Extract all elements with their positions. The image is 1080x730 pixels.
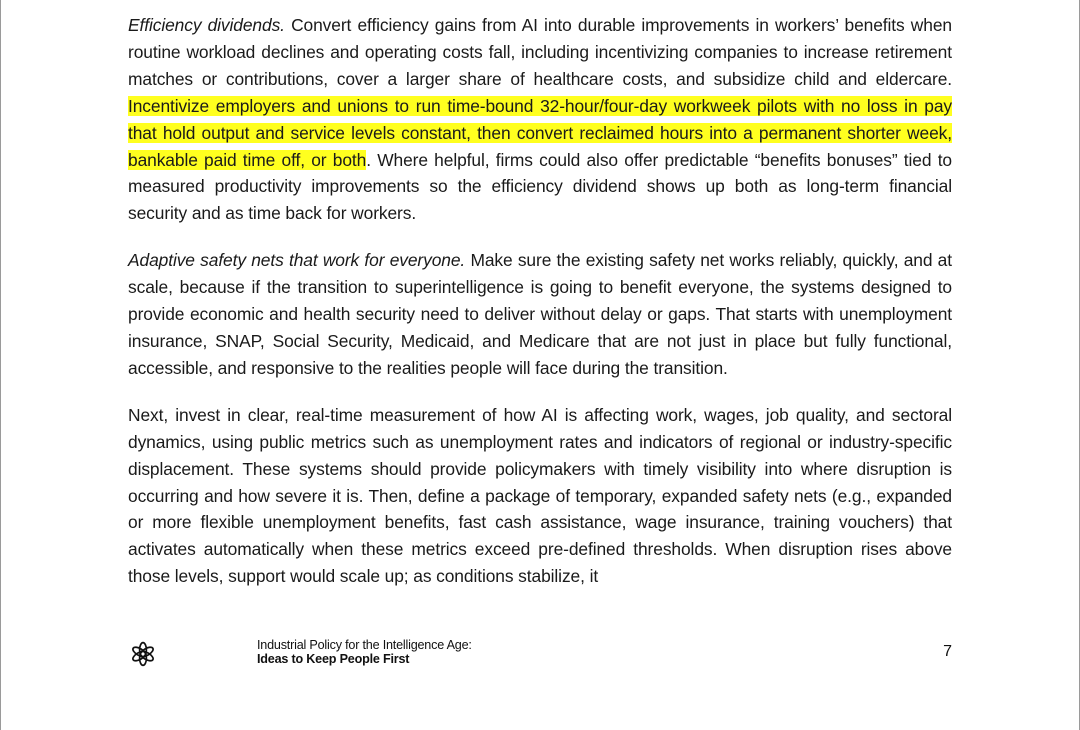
paragraph-text: Make sure the existing safety net works reliably, quickly, and at scale, because if the transition to superintelligence is going to benefit everyone, the systems designed to provide economic and health security need to deliver without delay or gaps. That starts with unemployment insurance, SNAP, Social Security, Medicaid, and Medicare that are not just in place but fully functional, accessible, and responsive to the realities people will face during the transition.: [128, 250, 952, 378]
page-number: 7: [943, 643, 952, 660]
footer-title: Industrial Policy for the Intelligence Age:: [257, 638, 472, 652]
paragraph-lead: Adaptive safety nets that work for everyone.: [128, 250, 466, 271]
paragraph-text: Convert efficiency gains from AI into durable improvements in workers’ benefits when routine workload declines and operating costs fall, including incentivizing companies to increase retirement matches or contributions, cover a larger share of healthcare costs, and subsidize child and eldercare.: [128, 15, 952, 89]
document-body: [128, 12, 952, 610]
footer-subtitle: Ideas to Keep People First: [257, 652, 410, 666]
paragraph-adaptive-safety-nets: [128, 247, 952, 382]
paragraph-text: Next, invest in clear, real-time measurement of how AI is affecting work, wages, job quality, and sectoral dynamics, using public metrics such as unemployment rates and indicators of regional or industry-specific displacement. These systems should provide policymakers with timely visibility into where disruption is occurring and how severe it is. Then, define a package of temporary, expanded safety nets (e.g., expanded or more flexible unemployment benefits, fast cash assistance, wage insurance, training vouchers) that activates automatically when these metrics exceed pre-defined thresholds. When disruption rises above those levels, support would scale up; as conditions stabilize, it: [128, 404, 952, 587]
page-left-border: [0, 0, 1, 730]
paragraph-efficiency-dividends: [128, 12, 952, 227]
paragraph-lead: Efficiency dividends.: [128, 15, 285, 35]
highlighted-text[interactable]: Incentivize employers and unions to run time-bound 32-hour/four-day workweek pilots with no loss in pay that hold output and service levels constant, then convert reclaimed hours into a permanent shorter week, bankable paid time off, or both: [128, 95, 952, 170]
openai-logo-icon: [130, 641, 156, 667]
page-footer: [128, 636, 952, 676]
paragraph-text: . Where helpful, firms could also offer predictable “benefits bonuses” tied to measured productivity improvements so the efficiency dividend shows up both as long-term financial security and as time back for workers.: [128, 149, 952, 224]
paragraph-measurement: [128, 402, 952, 590]
footer-document-title: [257, 638, 472, 666]
